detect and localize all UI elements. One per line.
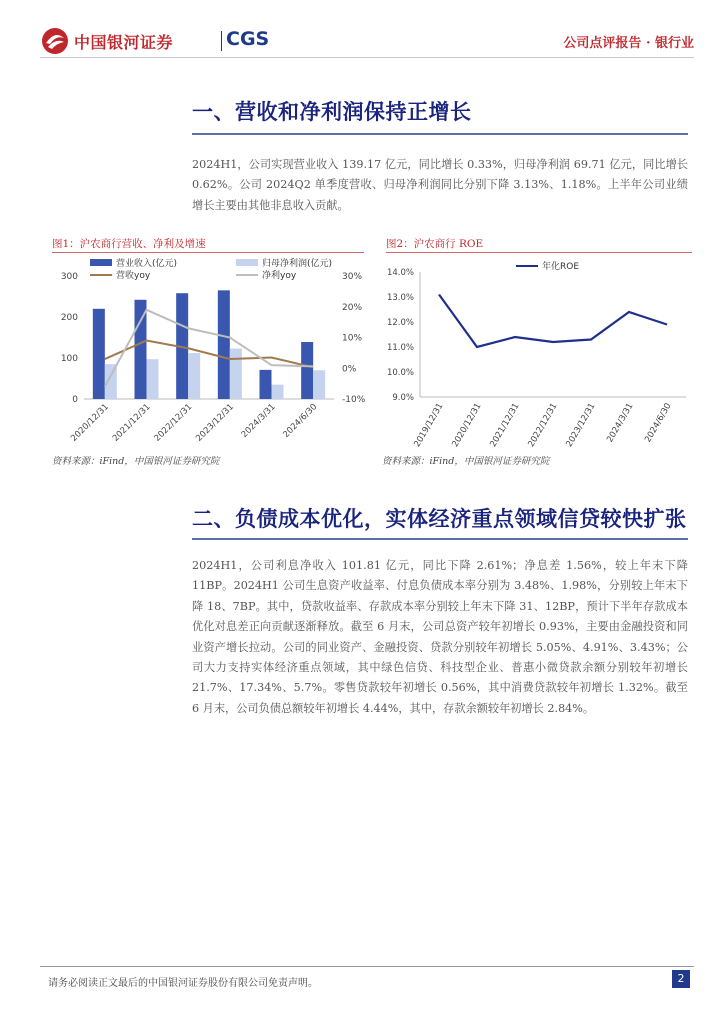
bar-mark bbox=[147, 359, 159, 399]
x-tick-label: 2022/12/31 bbox=[152, 402, 195, 444]
y-tick-label: 10.0% bbox=[386, 368, 414, 378]
legend-swatch bbox=[90, 259, 112, 266]
footer-divider bbox=[40, 966, 694, 967]
x-tick-label: 2024/3/31 bbox=[239, 402, 278, 440]
y-tick-label: 13.0% bbox=[386, 293, 414, 303]
page-number: 2 bbox=[672, 970, 690, 988]
y-tick-label: 12.0% bbox=[386, 318, 414, 328]
x-tick-label: 2024/3/31 bbox=[605, 401, 636, 445]
y-left-tick-label: 0 bbox=[72, 395, 78, 405]
logo-divider bbox=[221, 31, 222, 51]
y-right-tick-label: 10% bbox=[342, 333, 363, 344]
bar-mark bbox=[218, 290, 230, 399]
cgs-logo-icon bbox=[40, 26, 70, 56]
x-tick-label: 2019/12/31 bbox=[412, 401, 446, 449]
section-1-paragraph: 2024H1，公司实现营业收入 139.17 亿元，同比增长 0.33%，归母净利润 69.71 亿元，同比增长 0.62%。公司 2024Q2 单季度营收、归母净利润同比分别下降 3.13%、1.18%。上半年公司业绩增长主要由其他非息收入贡献。 bbox=[192, 158, 688, 212]
bar-mark bbox=[272, 385, 284, 399]
x-tick-label: 2023/12/31 bbox=[194, 402, 236, 444]
bar-mark bbox=[301, 342, 313, 399]
y-tick-label: 11.0% bbox=[386, 343, 414, 353]
y-right-tick-label: 0% bbox=[342, 364, 357, 375]
revenue-profit-chart bbox=[50, 256, 372, 456]
bar-mark bbox=[260, 370, 272, 399]
figure-1-title-rule bbox=[52, 252, 364, 253]
y-right-tick-label: 30% bbox=[342, 272, 363, 282]
x-tick-label: 2024/6/30 bbox=[643, 401, 674, 445]
figure-2-source: 资料来源：iFind，中国银河证券研究院 bbox=[382, 456, 550, 467]
bar-mark bbox=[313, 370, 325, 399]
bar-mark bbox=[188, 353, 200, 399]
figure-1-title: 图1：沪农商行营收、净利及增速 bbox=[52, 238, 206, 250]
bar-mark bbox=[230, 349, 242, 399]
y-tick-label: 9.0% bbox=[392, 393, 414, 403]
legend-label: 归母净利润(亿元) bbox=[262, 259, 333, 269]
x-tick-label: 2024/6/30 bbox=[281, 402, 320, 440]
section-2-rule bbox=[192, 538, 688, 540]
figure-2-title: 图2：沪农商行 ROE bbox=[386, 238, 484, 250]
section-1-rule bbox=[192, 133, 688, 135]
legend-label: 营收yoy bbox=[116, 271, 151, 281]
section-1-title: 一、营收和净利润保持正增长 bbox=[192, 99, 472, 124]
x-tick-label: 2023/12/31 bbox=[564, 401, 598, 449]
y-tick-label: 14.0% bbox=[386, 268, 414, 278]
page-header bbox=[40, 26, 694, 60]
bar-mark bbox=[93, 309, 105, 399]
x-tick-label: 2021/12/31 bbox=[488, 401, 522, 449]
y-left-tick-label: 100 bbox=[60, 354, 78, 364]
y-right-tick-label: 20% bbox=[342, 302, 363, 313]
roe-chart bbox=[380, 256, 694, 456]
legend-label: 净利yoy bbox=[262, 271, 297, 281]
roe-line-mark bbox=[439, 295, 667, 348]
company-name-en: CGS bbox=[226, 28, 270, 50]
x-tick-label: 2021/12/31 bbox=[110, 402, 153, 444]
section-2-title: 二、负债成本优化，实体经济重点领域信贷较快扩张 bbox=[192, 506, 687, 531]
y-left-tick-label: 300 bbox=[60, 272, 78, 282]
figure-1-source: 资料来源：iFind，中国银河证券研究院 bbox=[52, 456, 220, 467]
legend-swatch bbox=[236, 259, 258, 266]
x-tick-label: 2020/12/31 bbox=[69, 402, 111, 444]
header-divider bbox=[40, 57, 694, 58]
x-tick-label: 2020/12/31 bbox=[450, 401, 484, 449]
legend-label: 营业收入(亿元) bbox=[116, 259, 178, 269]
disclaimer-note: 请务必阅读正文最后的中国银河证券股份有限公司免责声明。 bbox=[48, 978, 318, 989]
y-right-tick-label: -10% bbox=[342, 395, 366, 405]
report-type: 公司点评报告 · 银行业 bbox=[563, 36, 694, 51]
y-left-tick-label: 200 bbox=[60, 313, 78, 323]
section-2-paragraph: 2024H1，公司利息净收入 101.81 亿元，同比下降 2.61%；净息差 1.56%，较上年末下降 11BP。2024H1 公司生息资产收益率、付息负债成本率分别为 3.48%、1.98%，分别较上年末下降 18、7BP。其中，贷款收益率、存款成本率分别较上年末下降 31、12BP，预计下半年存款成本优化对息差正向贡献逐渐释放。截至 6 月末，公司总资产较年初增长 0.93%，主要由金融投资和同业资产增长拉动。公司的同业资产、金融投资、贷款分别较年初增长 5.05%、4.91%、3.43%；公司大力支持实体经济重点领域，其中绿色信贷、科技型企业、普惠小微贷款余额分别较年初增长 21.7%、17.34%、5.7%。零售贷款较年初增长 0.56%，其中消费贷款较年初增长 1.32%。截至 6 月末，公司负债总额较年初增长 4.44%，其中，存款余额较年初增长 2.84%。 bbox=[192, 559, 688, 715]
x-tick-label: 2022/12/31 bbox=[526, 401, 560, 449]
legend-label: 年化ROE bbox=[542, 262, 580, 272]
figure-2-title-rule bbox=[386, 252, 692, 253]
company-name-cn: 中国银河证券 bbox=[74, 33, 174, 52]
